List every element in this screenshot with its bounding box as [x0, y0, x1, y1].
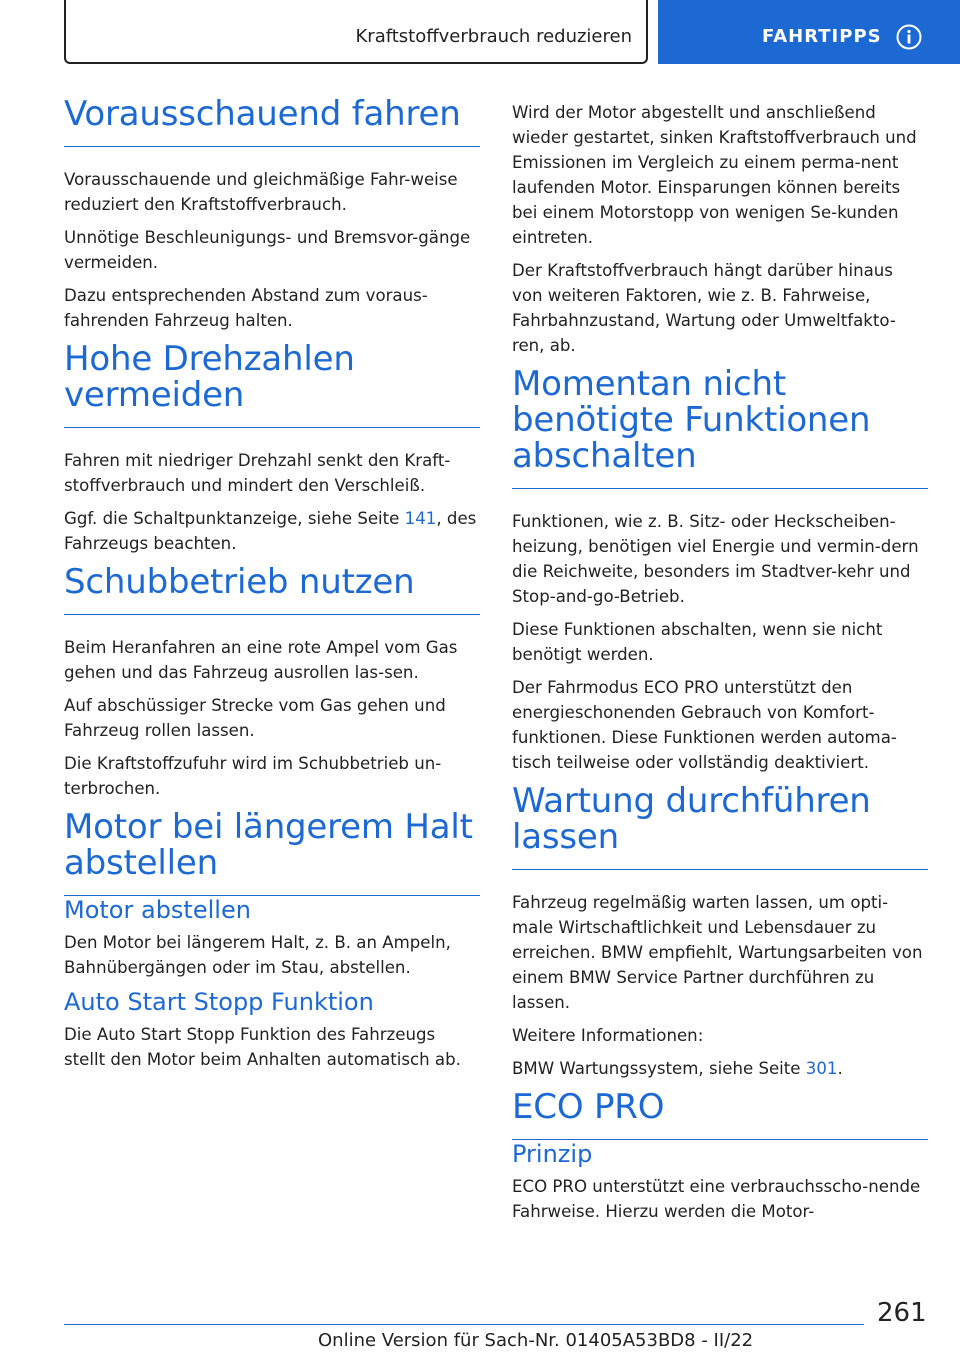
left-column	[64, 96, 480, 1080]
paragraph: Dazu entsprechenden Abstand zum voraus-fahrenden Fahrzeug halten.	[64, 286, 428, 330]
paragraph: Die Auto Start Stopp Funktion des Fahrzeugs stellt den Motor beim Anhalten automatisch ab.	[64, 1025, 461, 1069]
paragraph: Weitere Informationen:	[512, 1026, 704, 1045]
page-link-141[interactable]: 141	[404, 509, 437, 528]
paragraph: Beim Heranfahren an eine rote Ampel vom Gas gehen und das Fahrzeug ausrollen las-sen.	[64, 638, 458, 682]
heading-hohe-drehzahlen: Hohe Drehzahlen vermeiden	[64, 341, 480, 428]
paragraph: Den Motor bei längerem Halt, z. B. an Ampeln, Bahnübergängen oder im Stau, abstellen.	[64, 933, 451, 977]
heading-motor-abstellen: Motor bei längerem Halt abstellen	[64, 809, 480, 896]
paragraph: Fahrzeug regelmäßig warten lassen, um opti-male Wirtschaftlichkeit und Lebensdauer zu erreichen. BMW empfiehlt, Wartungsarbeiten von einem BMW Service Partner durchführen zu lassen.	[512, 893, 923, 1012]
header-section-tab	[658, 0, 960, 64]
page-link-301[interactable]: 301	[805, 1059, 838, 1078]
subheading-prinzip: Prinzip	[512, 1140, 593, 1168]
paragraph: Wird der Motor abgestellt und anschließend wieder gestartet, sinken Kraftstoffverbrauch und Emissionen im Vergleich zu einem perma-nent laufenden Motor. Einsparungen können bereits bei einem Motorstopp von wenigen Se-kunden eintreten.	[512, 103, 917, 247]
paragraph: Der Fahrmodus ECO PRO unterstützt den energieschonenden Gebrauch von Komfort-funktionen. Diese Funktionen werden automa-tisch teilweise oder vollständig deaktiviert.	[512, 678, 897, 772]
paragraph: Ggf. die Schaltpunktanzeige, siehe Seite 141, des Fahrzeugs beachten.	[64, 509, 477, 553]
subheading-motor-abstellen: Motor abstellen	[64, 896, 251, 924]
page-header-title: Kraftstoffverbrauch reduzieren	[355, 26, 632, 47]
paragraph: Der Kraftstoffverbrauch hängt darüber hinaus von weiteren Faktoren, wie z. B. Fahrweise, Fahrbahnzustand, Wartung oder Umweltfakto-ren, ab.	[512, 261, 896, 355]
header-title-box	[64, 0, 648, 64]
info-icon	[896, 24, 922, 50]
paragraph: Vorausschauende und gleichmäßige Fahr-weise reduziert den Kraftstoffverbrauch.	[64, 170, 458, 214]
page-number: 261	[877, 1298, 927, 1328]
paragraph: Diese Funktionen abschalten, wenn sie nicht benötigt werden.	[512, 620, 883, 664]
footer-divider	[64, 1324, 864, 1325]
heading-vorausschauend-fahren: Vorausschauend fahren	[64, 96, 480, 147]
section-name: FAHRTIPPS	[762, 26, 882, 47]
right-column	[512, 100, 928, 1232]
footer-version-text: Online Version für Sach-Nr. 01405A53BD8 - II/22	[318, 1330, 754, 1351]
paragraph: Auf abschüssiger Strecke vom Gas gehen und Fahrzeug rollen lassen.	[64, 696, 446, 740]
heading-funktionen-abschalten: Momentan nicht benötigte Funktionen abschalten	[512, 366, 928, 489]
subheading-auto-start-stopp: Auto Start Stopp Funktion	[64, 988, 374, 1016]
heading-schubbetrieb: Schubbetrieb nutzen	[64, 564, 480, 615]
paragraph: Fahren mit niedriger Drehzahl senkt den Kraft-stoffverbrauch und mindert den Verschleiß.	[64, 451, 451, 495]
heading-eco-pro: ECO PRO	[512, 1089, 928, 1140]
paragraph: Unnötige Beschleunigungs- und Bremsvor-gänge vermeiden.	[64, 228, 471, 272]
heading-wartung: Wartung durchführen lassen	[512, 783, 928, 870]
paragraph: Funktionen, wie z. B. Sitz- oder Heckscheiben-heizung, benötigen viel Energie und vermin-dern die Reichweite, besonders im Stadtver-kehr und Stop-and-go-Betrieb.	[512, 512, 919, 606]
paragraph: Die Kraftstoffzufuhr wird im Schubbetrieb un-terbrochen.	[64, 754, 442, 798]
paragraph: BMW Wartungssystem, siehe Seite 301.	[512, 1059, 843, 1078]
paragraph: ECO PRO unterstützt eine verbrauchsscho-nende Fahrweise. Hierzu werden die Motor-	[512, 1177, 921, 1221]
